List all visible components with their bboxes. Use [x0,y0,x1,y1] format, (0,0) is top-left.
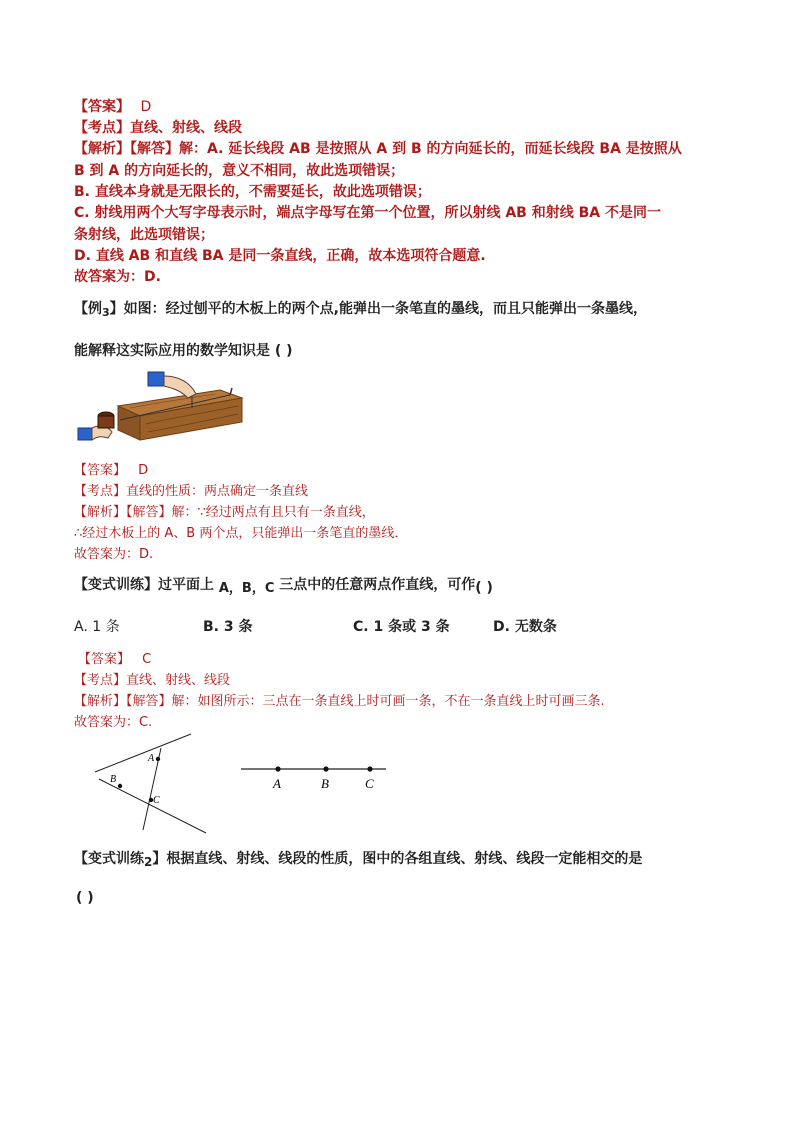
option-c [353,616,450,636]
answer-line-1 [74,96,151,116]
line-ab [95,734,191,772]
solution-text: ∴经过木板上的 A、B 两个点，只能弹出一条笔直的墨线． [74,526,408,541]
answer-tag: 【答案】 [78,652,131,667]
variant-tag: 【变式训练】 [74,577,158,593]
option-d-text: D. 无数条 [493,619,557,635]
topic-line-2 [74,480,308,499]
solution-tag: 【解答】 [130,141,179,157]
solution-tag: 【解答】 [126,694,172,709]
solution-text: 条射线，此选项错误； [74,227,214,243]
solution-text: 解：∵经过两点有且只有一条直线， [171,505,375,520]
example-tag: 【例 [74,301,102,317]
answer-line-3 [78,648,151,667]
solution-text: C. 射线用两个大写字母表示时，端点字母写在第一个位置，所以射线 AB 和射线 BA 不是同一 [74,205,661,221]
point-labels: A，B，C [218,581,275,596]
analysis-line-2 [74,501,375,520]
analysis-tag: 【解析】 [74,141,130,157]
topic-value: 直线、射线、线段 [126,673,231,688]
solution-text: 解：A. 延长线段 AB 是按照从 A 到 B 的方向延长的，而延长线段 BA 是按照从 [179,141,682,157]
example-number: 3 [102,306,110,319]
example-tag: 】 [109,301,124,317]
solution-text: 解：如图所示：三点在一条直线上时可画一条，不在一条直线上时可画三条. [171,694,605,709]
collinear-points-figure [238,758,390,794]
topic-tag: 【考点】 [74,673,127,688]
answer-blank: ( ) [76,890,94,906]
topic-value: 直线、射线、线段 [130,120,242,136]
option-d [493,616,557,636]
analysis-tag: 【解析】 [74,694,127,709]
topic-value: 直线的性质：两点确定一条直线 [126,484,309,499]
label-b: B [321,776,329,791]
label-a: A [148,753,155,764]
solution-text: B. 直线本身就是无限长的，不需要延长，故此选项错误； [74,184,431,200]
point-a [156,757,160,761]
analysis-line-1 [74,138,682,158]
answer-blank: ( ) [475,580,493,596]
label-c: C [153,795,160,806]
point-a [275,766,280,771]
point-b [323,766,328,771]
label-b: B [110,774,117,785]
answer-tag: 【答案】 [74,99,130,115]
variant-number: 2 [144,855,153,869]
question-text: 过平面上 [158,577,214,593]
question-text: 能解释这实际应用的数学知识是 ( ) [74,343,293,359]
topic-line-3 [74,669,230,688]
variant-1-question [74,574,493,594]
variant-tag: 】 [152,851,167,867]
answer-tag: 【答案】 [74,463,127,478]
triangle-lines-figure [88,730,213,838]
example-3-question [74,298,647,318]
topic-tag: 【考点】 [74,484,127,499]
answer-value: C [142,652,152,667]
option-b [203,616,252,636]
point-c [367,766,372,771]
option-a-text: A. 1 条 [74,619,120,635]
question-text: 根据直线、射线、线段的性质，图中的各组直线、射线、线段一定能相交的是 [166,851,643,867]
conclusion: 故答案为：D. [74,547,154,562]
analysis-line-3 [74,690,605,709]
question-text: 三点中的任意两点作直线，可作 [279,577,476,593]
solution-text: B 到 A 的方向延长的，意义不相同，故此选项错误； [74,163,405,179]
wood-plank-illustration [70,368,250,450]
question-text: 如图：经过刨平的木板上的两个点,能弹出一条笔直的墨线，而且只能弹出一条墨线， [123,301,647,317]
variant-tag: 【变式训练 [74,851,144,867]
solution-text: D. 直线 AB 和直线 BA 是同一条直线，正确，故本选项符合题意. [74,248,486,264]
point-b [118,784,122,788]
answer-line-2 [74,459,148,478]
topic-line-1 [74,117,242,137]
answer-value: D [138,463,149,478]
answer-value: D [140,99,152,115]
label-a: A [273,776,281,791]
option-a [74,616,120,636]
solution-tag: 【解答】 [126,505,172,520]
option-c-text: C. 1 条或 3 条 [353,619,450,635]
label-c: C [365,776,374,791]
topic-tag: 【考点】 [74,120,130,136]
option-b-text: B. 3 条 [203,619,253,635]
analysis-tag: 【解析】 [74,505,127,520]
conclusion: 故答案为：C. [74,715,153,730]
variant-2-question [74,848,642,868]
conclusion: 故答案为：D. [74,269,161,285]
